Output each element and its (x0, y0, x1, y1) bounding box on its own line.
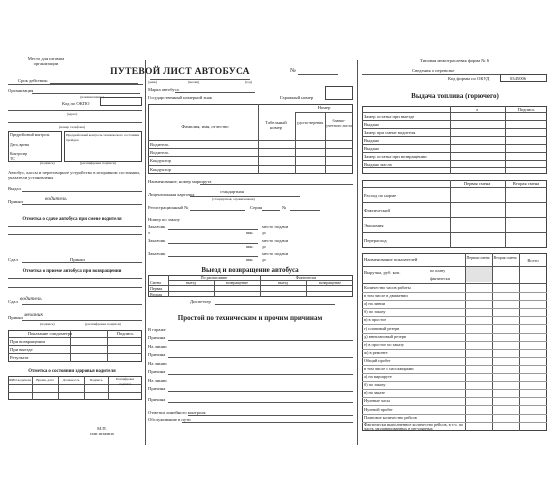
indicator-row-line (362, 349, 547, 350)
decode-hint-1: (расшифровка подписи) (80, 161, 116, 165)
indicator-row-label: г) плановый резерв (364, 325, 400, 331)
address-hint: (адрес) (66, 112, 78, 116)
place-label-3: место подачи (262, 251, 289, 256)
handed3-label: Сдал (8, 299, 18, 304)
number-sign-2: № (282, 205, 287, 210)
validity-label: Срок действия: (18, 78, 48, 83)
revenue-fact: фактически (430, 276, 450, 281)
customer2-label: Заказчик (148, 238, 166, 243)
cert-col: удосто-верения (296, 120, 324, 125)
speedo-row-result: Результат (10, 355, 29, 360)
plan-return-col: возвращение (225, 280, 249, 285)
indicator-row-label: Нулевой пробег (364, 406, 394, 412)
speedo-head: Показание спидометра (27, 331, 73, 336)
fuel-head: Выдача топлива (горючего) (411, 92, 499, 100)
reg-label: Регистрационный № (148, 205, 189, 210)
ind-total: Всего (527, 258, 539, 263)
fuel-row-3: Замер при смене водителя (364, 130, 416, 135)
indicator-row-line (362, 308, 547, 309)
sig-hint-1: (подпись) (40, 161, 55, 165)
reason-label-2: Причина (148, 352, 166, 357)
okpo-label: Код по ОКПО (62, 101, 90, 106)
order-label: Номер по заказу (148, 217, 180, 222)
tech-ok-text: Автобус, кассы и переговорное устройство в исправном состоянии, указатели установлены (8, 170, 141, 180)
indicator-row-label: в) в простое (364, 317, 387, 323)
ind-shift1: Первая смена (466, 255, 490, 260)
place-label-2: место подачи (262, 238, 289, 243)
time-min-2: мин. (246, 245, 254, 249)
handed3-sig: водитель (20, 296, 42, 302)
indicator-row-label: а) на маршруте (364, 374, 392, 380)
shift2-head: Вторая смена (512, 181, 540, 186)
indicator-row-label: в том числе с пассажирами (364, 366, 414, 371)
health-col-time: Время, дата (36, 378, 54, 382)
garage-in-label: В гараже (148, 327, 166, 332)
plate-label: Государственный номерной знак (148, 95, 212, 100)
okpo-field[interactable] (100, 97, 142, 106)
licence-hint: (стандартная, ограниченная) (212, 197, 255, 201)
health-col-sig: Подпись (89, 378, 103, 382)
shift-row-1: Первая (150, 286, 163, 291)
fact-head: Фактически (295, 275, 317, 280)
date-time-label: Дата, время (10, 143, 29, 147)
waybill-title: ПУТЕВОЙ ЛИСТ АВТОБУСА (110, 67, 250, 77)
licence-label: Лицензионная карточка (148, 192, 195, 197)
revenue-label: Выручка, руб. коп. (364, 270, 401, 275)
line-control-label: Отметки линейного контроля (148, 410, 206, 415)
indicator-row-label: Общий пробег (364, 357, 391, 363)
speedo-sig-head: Подпись (116, 331, 134, 336)
org-label: Организация (8, 88, 34, 93)
indicator-row-label: Нулевые часы (364, 398, 390, 404)
sig-hint-2: (подпись) (40, 322, 55, 326)
place-label-1: место подачи (262, 224, 289, 229)
indicator-row-line (362, 316, 547, 317)
garage-label: Гаражный номер (280, 95, 314, 100)
org-hint: (наименование) (80, 95, 104, 99)
ind-head: Наименование показателей (364, 257, 418, 262)
reason-label-5: Причина (148, 397, 166, 402)
mp-label: М.П. (97, 426, 107, 431)
fuel-row-4: Выдано (364, 138, 380, 143)
phone-hint: (номер телефона) (58, 125, 86, 129)
fact-exit-col: выезд (278, 280, 288, 285)
mark-shift-head: Отметка о сдаче автобуса при смене водителя (22, 217, 122, 222)
norm-row-3: Экономия (364, 223, 384, 228)
crew-row-2: Водитель (150, 150, 169, 155)
accepted3-label: Принял (8, 315, 23, 320)
shift-row-2: Вторая (150, 292, 162, 297)
accepted-label: Принял (8, 199, 23, 204)
on-line-label-2: На линии (148, 361, 167, 366)
indicator-row-label: Плановое количество рейсов (364, 414, 417, 420)
indicator-row-label: е) в простое по заказу (364, 341, 404, 347)
indicator-row-label: Количество часов работы (364, 285, 411, 290)
divider-left (145, 60, 146, 445)
driver-precheck-head: Предрейсовый контроль (10, 133, 50, 137)
reason-label-1: Причина (148, 335, 166, 340)
stamp-place-label: Место для штампа (27, 56, 65, 61)
customer3-label: Заказчик (148, 251, 166, 256)
to-1: до (262, 231, 266, 235)
by-plan-head: По расписанию (200, 275, 228, 280)
health-col-fio: ФИО водителя (8, 378, 32, 382)
okud-label: Код формы по ОКУД (448, 76, 490, 81)
stamp-org-label: организации (33, 61, 59, 66)
time-min-1: мин. (246, 231, 254, 235)
crew-row-3: Кондуктор (150, 158, 171, 163)
speedo-row-return: При возвращении (10, 339, 45, 344)
health-col-pos: Должность (62, 378, 80, 382)
accepted2-label: Принял (70, 257, 85, 262)
fact-return-col: возвращение (318, 280, 342, 285)
tab-col: Табельный номер (265, 120, 287, 130)
revenue-plan: по плану (430, 268, 446, 273)
idle-head: Простой по техническим и прочим причинам (177, 314, 323, 322)
fuel-row-2: Выдано (364, 122, 380, 127)
accepted3-sig: механик (24, 312, 44, 318)
exit-head: Выезд и возвращение автобуса (201, 266, 299, 274)
reason-label-4: Причина (148, 386, 166, 391)
shift1-head: Первая смена (463, 181, 491, 186)
fuel-col-sig: Подпись (517, 107, 535, 112)
form-label: Типовая межотраслевая форма № 6 (420, 58, 490, 63)
time-h-1: ч (148, 231, 150, 235)
indicator-row-label: в том числе в движении (364, 293, 408, 299)
decode-hint-2: (расшифровка подписи) (85, 322, 121, 326)
okud-value: 0345006 (510, 76, 527, 81)
handed-label: Выдал (8, 186, 21, 191)
indicator-row-line (362, 381, 547, 382)
mark-return-head: Отметка о приеме автобуса при возвращении (22, 269, 122, 274)
norm-row-4: Перерасход (364, 238, 387, 243)
fuel-row-6: Замер остатка при возвращении (364, 154, 427, 159)
crew-row-4: Кондуктор (150, 167, 171, 172)
fuel-row-1: Замер остатка при выезде (364, 114, 415, 119)
reason-label-3: Причина (148, 369, 166, 374)
fuel-col-l: л (475, 107, 479, 112)
health-head: Отметка о состоянии здоровья водителя (28, 369, 116, 374)
route-label: Наименование, номер маршрута (148, 179, 212, 184)
handed2-label: Сдал (8, 257, 18, 262)
on-line-label-1: На линии (148, 344, 167, 349)
on-line-label-3: На линии (148, 378, 167, 383)
day-hint: (день) (148, 80, 158, 84)
norm-row-1: Расход по норме (364, 193, 397, 198)
health-col-decode: Расшифровка подписи (115, 377, 135, 386)
series-label: Серия (250, 205, 263, 210)
year-hint: (год) (245, 80, 253, 84)
brand-label: Марка автобуса (148, 87, 179, 92)
plan-exit-col: выезд (186, 280, 196, 285)
indicator-row-label: Фактически выполненное количество рейсов, в т.ч. по часть запланированных в регулярных (364, 421, 464, 431)
ind-shift2: Вторая смена (493, 255, 517, 260)
fuel-row-7: Выдано масла (364, 162, 392, 167)
crew-table (148, 104, 353, 174)
crew-row-1: Водитель (150, 142, 169, 147)
fio-col: Фамилия, имя, отчество (181, 124, 229, 129)
dispatcher-label: Диспетчер (190, 299, 211, 304)
to-3: до (262, 258, 266, 262)
indicator-row-label: д) внеплановый резерв (364, 333, 406, 339)
norm-table (362, 180, 547, 248)
number-sign: № (290, 68, 296, 74)
indicator-row-label: а) на линии (364, 301, 386, 307)
controller-label: Контролер ТС (10, 152, 28, 161)
norm-row-2: Фактический (364, 208, 390, 213)
indicator-row-label: ж) в ремонте (364, 349, 388, 355)
number-col: Номер (317, 105, 331, 110)
garage-field[interactable] (325, 86, 353, 100)
indicator-row-label: б) по заказу (364, 309, 386, 315)
speedo-row-exit: При выезде (10, 347, 33, 352)
blank-col: бланко-учетного листа (326, 118, 352, 128)
accepted-sig: водитель (45, 196, 67, 202)
plan-gray-cell (466, 267, 492, 282)
mech-precheck-head: Предрейсовый контроль технического состояния пройден (66, 133, 139, 142)
indicator-row-line (362, 389, 547, 390)
service-label: Обслуживание в пути (148, 417, 191, 422)
shift-col: Смена (150, 280, 161, 285)
indicator-row-label: в) на заказе (364, 390, 385, 396)
mp2-label: или штампа (90, 431, 114, 436)
fuel-row-5: Выдано (364, 146, 380, 151)
exit-table (148, 275, 353, 297)
to-2: до (262, 245, 266, 249)
divider-right (357, 60, 358, 445)
info-label: Сведения о перевозке (412, 68, 455, 73)
customer1-label: Заказчик (148, 224, 166, 229)
indicator-row-line (362, 300, 547, 301)
licence-type: стандартная (220, 189, 244, 194)
time-min-3: мин. (246, 258, 254, 262)
month-hint: (месяц) (188, 80, 200, 84)
indicator-row-label: б) по заказу (364, 382, 386, 388)
